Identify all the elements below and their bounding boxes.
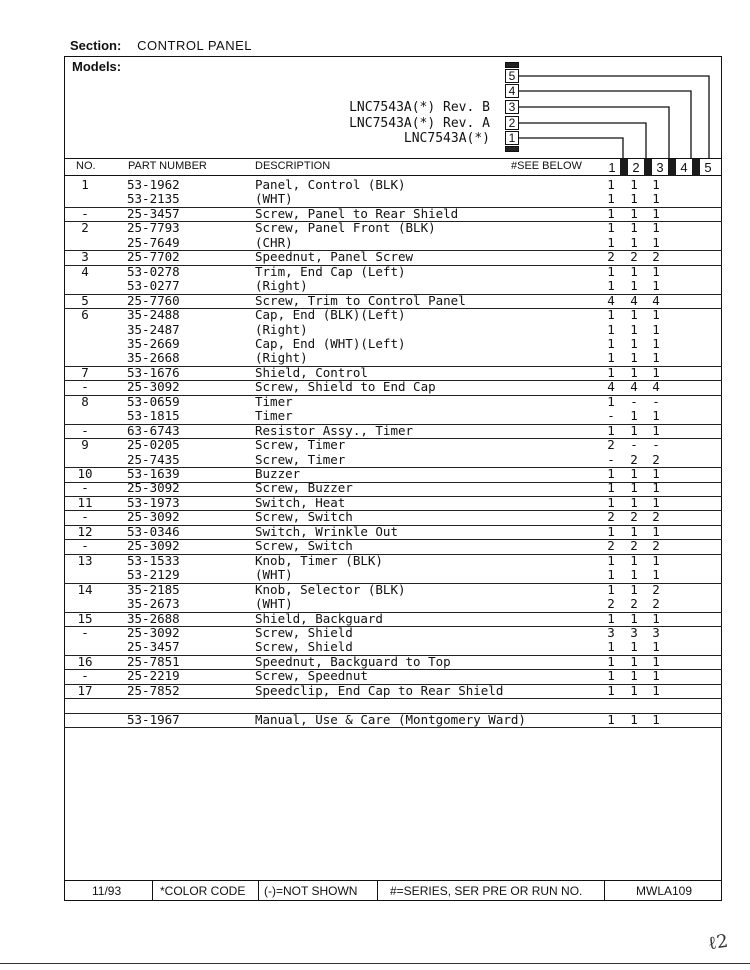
qty-series-2: - (630, 437, 638, 453)
qty-series-1: 1 (607, 682, 615, 698)
header-col-divider (620, 159, 628, 176)
qty-series-2: 1 (630, 350, 638, 366)
qty-series-3: - (652, 437, 660, 453)
header-no: NO. (76, 160, 96, 172)
part-description: Knob, Timer (BLK) (255, 552, 383, 568)
qty-series-2: 1 (630, 335, 638, 351)
section-label: Section: (70, 38, 122, 53)
part-description: Cap, End (WHT)(Left) (255, 335, 406, 351)
qty-series-2: 1 (630, 639, 638, 655)
qty-series-3: 2 (652, 509, 660, 525)
item-number: 1 (81, 177, 89, 192)
qty-series-2: 1 (630, 466, 638, 481)
qty-series-1: 1 (607, 581, 615, 597)
item-number: - (81, 480, 89, 496)
item-number: 7 (81, 364, 89, 380)
qty-series-1: 2 (607, 437, 615, 453)
part-number: 25-3457 (127, 639, 180, 655)
series-box-4: 4 (505, 84, 519, 98)
qty-series-3: 3 (652, 624, 660, 640)
section-line (70, 38, 252, 54)
qty-series-2: 1 (630, 177, 638, 192)
page-bottom-rule (0, 963, 750, 964)
item-number: 2 (81, 220, 89, 236)
part-number: 25-0205 (127, 437, 180, 453)
part-number: 53-0277 (127, 278, 180, 294)
item-number: 6 (81, 307, 89, 323)
qty-series-3: 1 (652, 177, 660, 192)
qty-series-3: 1 (652, 567, 660, 583)
part-number: 53-1639 (127, 466, 180, 481)
qty-series-2: 1 (630, 682, 638, 698)
qty-series-2: 2 (630, 249, 638, 265)
part-description: (Right) (255, 321, 308, 337)
model-line-rev-b: LNC7543A(*) Rev. B (349, 100, 490, 115)
qty-series-3: 1 (652, 263, 660, 279)
qty-series-3: 1 (652, 408, 660, 424)
table-row (64, 178, 722, 193)
qty-series-2: 1 (630, 321, 638, 337)
series-box-3: 3 (505, 100, 519, 114)
part-description: Screw, Shield to End Cap (255, 379, 436, 395)
part-description: Screw, Timer (255, 451, 346, 467)
table-row (64, 337, 722, 352)
qty-series-2: 1 (630, 364, 638, 380)
part-description: Panel, Control (BLK) (255, 177, 406, 192)
header-col-divider (644, 159, 652, 176)
part-number: 35-2185 (127, 581, 180, 597)
qty-series-1: 1 (607, 523, 615, 539)
header-col-divider (692, 159, 700, 176)
qty-series-2: 1 (630, 422, 638, 438)
series-box-marker (505, 62, 519, 68)
qty-series-1: 4 (607, 379, 615, 395)
part-number: 53-2129 (127, 567, 180, 583)
qty-series-2: 1 (630, 494, 638, 510)
part-number: 25-7851 (127, 653, 180, 669)
footer-series-note: #=SERIES, SER PRE OR RUN NO. (390, 884, 583, 898)
qty-series-3: 1 (652, 466, 660, 481)
qty-series-1: 4 (607, 292, 615, 308)
models-label: Models: (72, 59, 122, 74)
part-number: 53-1676 (127, 364, 180, 380)
table-row (64, 221, 722, 236)
part-number: 25-3092 (127, 624, 180, 640)
part-number: 25-3092 (127, 538, 180, 554)
qty-series-3: 1 (652, 205, 660, 221)
qty-series-2: 1 (630, 523, 638, 539)
qty-series-3: 1 (652, 422, 660, 438)
qty-series-3: 1 (652, 350, 660, 366)
part-number: 25-7702 (127, 249, 180, 265)
header-col-3: 3 (656, 160, 664, 175)
part-description: Timer (255, 408, 293, 424)
qty-series-2: 1 (630, 581, 638, 597)
qty-series-2: 2 (630, 509, 638, 525)
qty-series-2: 1 (630, 567, 638, 583)
qty-series-3: 1 (652, 610, 660, 626)
item-number: - (81, 422, 89, 438)
item-number: - (81, 624, 89, 640)
qty-series-3: 2 (652, 249, 660, 265)
series-box-2: 2 (505, 116, 519, 130)
part-description: Speedclip, End Cap to Rear Shield (255, 682, 504, 698)
part-description: (WHT) (255, 596, 293, 612)
item-number: - (81, 668, 89, 684)
part-description: Screw, Switch (255, 509, 353, 525)
qty-series-2: 3 (630, 624, 638, 640)
item-number: 17 (77, 682, 93, 698)
series-connector-lines (519, 62, 719, 162)
qty-series-1: 2 (607, 509, 615, 525)
footer-divider (258, 880, 259, 901)
qty-series-1: 2 (607, 538, 615, 554)
qty-series-1: - (607, 408, 615, 424)
qty-series-1: - (607, 451, 615, 467)
part-description: (Right) (255, 350, 308, 366)
table-row (64, 583, 722, 598)
qty-series-1: 1 (607, 321, 615, 337)
part-number: 53-2135 (127, 191, 180, 207)
qty-series-1: 2 (607, 596, 615, 612)
qty-series-1: 1 (607, 610, 615, 626)
footer-date: 11/93 (92, 884, 122, 898)
table-row (64, 554, 722, 569)
qty-series-1: 1 (607, 639, 615, 655)
table-row (64, 626, 722, 641)
qty-series-2: 1 (630, 278, 638, 294)
footer-color-code: *COLOR CODE (160, 884, 246, 898)
part-number: 53-1533 (127, 552, 180, 568)
part-number: 25-3092 (127, 480, 180, 496)
header-col-2: 2 (632, 160, 640, 175)
part-number: 25-7435 (127, 451, 180, 467)
table-row (64, 308, 722, 323)
part-number: 63-6743 (127, 422, 180, 438)
qty-series-1: 1 (607, 422, 615, 438)
qty-series-3: 1 (652, 278, 660, 294)
part-description: Screw, Shield (255, 639, 353, 655)
header-col-divider (668, 159, 676, 176)
table-row (64, 684, 722, 700)
qty-series-1: 1 (607, 653, 615, 669)
qty-series-1: 1 (607, 552, 615, 568)
part-description: Buzzer (255, 466, 301, 481)
part-description: Manual, Use & Care (Montgomery Ward) (255, 711, 526, 727)
qty-series-3: 1 (652, 682, 660, 698)
qty-series-3: 1 (652, 364, 660, 380)
item-number: 10 (77, 466, 93, 481)
part-number: 53-1973 (127, 494, 180, 510)
qty-series-1: 1 (607, 177, 615, 192)
part-description: Screw, Trim to Control Panel (255, 292, 466, 308)
footer-divider (604, 880, 605, 901)
qty-series-3: 1 (652, 220, 660, 236)
qty-series-1: 3 (607, 624, 615, 640)
item-number: 11 (77, 494, 93, 510)
table-row (64, 395, 722, 410)
part-number: 25-3092 (127, 379, 180, 395)
part-description: Screw, Switch (255, 538, 353, 554)
part-description: Screw, Shield (255, 624, 353, 640)
item-number: - (81, 509, 89, 525)
model-line-base: LNC7543A(*) (403, 131, 490, 146)
header-col-4: 4 (680, 160, 688, 175)
qty-series-1: 1 (607, 364, 615, 380)
qty-series-2: 2 (630, 451, 638, 467)
section-value: CONTROL PANEL (137, 38, 252, 53)
part-number: 35-2673 (127, 596, 180, 612)
part-number: 25-7649 (127, 234, 180, 250)
item-number: 15 (77, 610, 93, 626)
handwritten-mark-icon: ℓ2 (706, 930, 730, 955)
qty-series-1: 1 (607, 278, 615, 294)
part-number: 35-2488 (127, 307, 180, 323)
qty-series-2: 4 (630, 379, 638, 395)
qty-series-1: 1 (607, 191, 615, 207)
qty-series-3: 1 (652, 653, 660, 669)
part-description: Screw, Buzzer (255, 480, 353, 496)
qty-series-2: 1 (630, 552, 638, 568)
part-description: Timer (255, 393, 293, 409)
qty-series-2: - (630, 393, 638, 409)
part-number: 25-7852 (127, 682, 180, 698)
item-number: 3 (81, 249, 89, 265)
part-description: Speednut, Backguard to Top (255, 653, 451, 669)
qty-series-1: 1 (607, 335, 615, 351)
qty-series-2: 1 (630, 668, 638, 684)
part-number: 25-3092 (127, 509, 180, 525)
part-number: 25-3457 (127, 205, 180, 221)
part-number: 53-1815 (127, 408, 180, 424)
item-number: - (81, 379, 89, 395)
part-number: 35-2668 (127, 350, 180, 366)
series-box-5: 5 (505, 69, 519, 83)
qty-series-1: 1 (607, 205, 615, 221)
table-row (64, 265, 722, 280)
part-description: (CHR) (255, 234, 293, 250)
qty-series-3: 1 (652, 480, 660, 496)
table-row (64, 323, 722, 338)
qty-series-1: 2 (607, 249, 615, 265)
part-number: 25-7760 (127, 292, 180, 308)
item-number: 8 (81, 393, 89, 409)
qty-series-3: 2 (652, 451, 660, 467)
qty-series-3: 2 (652, 538, 660, 554)
item-number: 12 (77, 523, 93, 539)
part-description: Shield, Backguard (255, 610, 383, 626)
part-description: Trim, End Cap (Left) (255, 263, 406, 279)
part-description: Screw, Panel Front (BLK) (255, 220, 436, 236)
header-col-1: 1 (608, 160, 616, 175)
part-description: Cap, End (BLK)(Left) (255, 307, 406, 323)
qty-series-3: 1 (652, 191, 660, 207)
part-number: 35-2487 (127, 321, 180, 337)
qty-series-3: 1 (652, 321, 660, 337)
part-description: Switch, Wrinkle Out (255, 523, 398, 539)
qty-series-2: 1 (630, 653, 638, 669)
qty-series-1: 1 (607, 480, 615, 496)
qty-series-1: 1 (607, 711, 615, 727)
model-line-rev-a: LNC7543A(*) Rev. A (349, 116, 490, 131)
item-number: 5 (81, 292, 89, 308)
part-description: (Right) (255, 278, 308, 294)
qty-series-3: 4 (652, 379, 660, 395)
qty-series-1: 1 (607, 350, 615, 366)
header-see-below: #SEE BELOW (511, 160, 582, 172)
part-description: Screw, Speednut (255, 668, 368, 684)
item-number: 4 (81, 263, 89, 279)
qty-series-3: 1 (652, 711, 660, 727)
qty-series-2: 1 (630, 307, 638, 323)
qty-series-3: 4 (652, 292, 660, 308)
qty-series-2: 1 (630, 220, 638, 236)
part-description: Resistor Assy., Timer (255, 422, 414, 438)
qty-series-1: 1 (607, 307, 615, 323)
item-number: 9 (81, 437, 89, 453)
item-number: 16 (77, 653, 93, 669)
qty-series-3: 1 (652, 668, 660, 684)
part-description: Screw, Panel to Rear Shield (255, 205, 459, 221)
qty-series-2: 1 (630, 408, 638, 424)
part-description: Switch, Heat (255, 494, 346, 510)
qty-series-3: 1 (652, 494, 660, 510)
part-number: 25-2219 (127, 668, 180, 684)
qty-series-2: 1 (630, 711, 638, 727)
qty-series-2: 1 (630, 610, 638, 626)
qty-series-1: 1 (607, 263, 615, 279)
qty-series-2: 1 (630, 234, 638, 250)
qty-series-1: 1 (607, 234, 615, 250)
part-description: (WHT) (255, 191, 293, 207)
header-part-number: PART NUMBER (128, 160, 207, 172)
part-number: 25-7793 (127, 220, 180, 236)
part-description: Screw, Timer (255, 437, 346, 453)
qty-series-1: 1 (607, 220, 615, 236)
qty-series-2: 4 (630, 292, 638, 308)
qty-series-1: 1 (607, 567, 615, 583)
item-number: 14 (77, 581, 93, 597)
part-number: 53-0659 (127, 393, 180, 409)
part-number: 53-0346 (127, 523, 180, 539)
part-description: (WHT) (255, 567, 293, 583)
qty-series-3: 1 (652, 307, 660, 323)
qty-series-2: 1 (630, 205, 638, 221)
qty-series-1: 1 (607, 494, 615, 510)
header-description: DESCRIPTION (255, 160, 331, 172)
table-row (64, 713, 722, 729)
footer-divider (377, 880, 378, 901)
footer-not-shown: (-)=NOT SHOWN (264, 884, 358, 898)
qty-series-3: 2 (652, 581, 660, 597)
qty-series-3: 1 (652, 234, 660, 250)
qty-series-1: 1 (607, 668, 615, 684)
part-description: Knob, Selector (BLK) (255, 581, 406, 597)
table-row (64, 438, 722, 453)
qty-series-3: 2 (652, 596, 660, 612)
part-description: Speednut, Panel Screw (255, 249, 414, 265)
qty-series-1: 1 (607, 393, 615, 409)
qty-series-3: 1 (652, 639, 660, 655)
series-box-1: 1 (505, 131, 519, 145)
qty-series-2: 1 (630, 191, 638, 207)
qty-series-2: 2 (630, 538, 638, 554)
qty-series-1: 1 (607, 466, 615, 481)
series-box-marker-bottom (505, 146, 519, 152)
qty-series-3: 1 (652, 523, 660, 539)
part-description: Shield, Control (255, 364, 368, 380)
qty-series-3: - (652, 393, 660, 409)
header-col-5: 5 (704, 160, 712, 175)
part-number: 53-1962 (127, 177, 180, 192)
qty-series-2: 1 (630, 480, 638, 496)
item-number: - (81, 205, 89, 221)
qty-series-3: 1 (652, 552, 660, 568)
qty-series-2: 2 (630, 596, 638, 612)
part-number: 35-2688 (127, 610, 180, 626)
item-number: - (81, 538, 89, 554)
qty-series-2: 1 (630, 263, 638, 279)
part-number: 53-1967 (127, 711, 180, 727)
qty-series-3: 1 (652, 335, 660, 351)
part-number: 53-0278 (127, 263, 180, 279)
footer-divider (152, 880, 153, 901)
part-number: 35-2669 (127, 335, 180, 351)
footer-doc-id: MWLA109 (636, 884, 693, 898)
item-number: 13 (77, 552, 93, 568)
